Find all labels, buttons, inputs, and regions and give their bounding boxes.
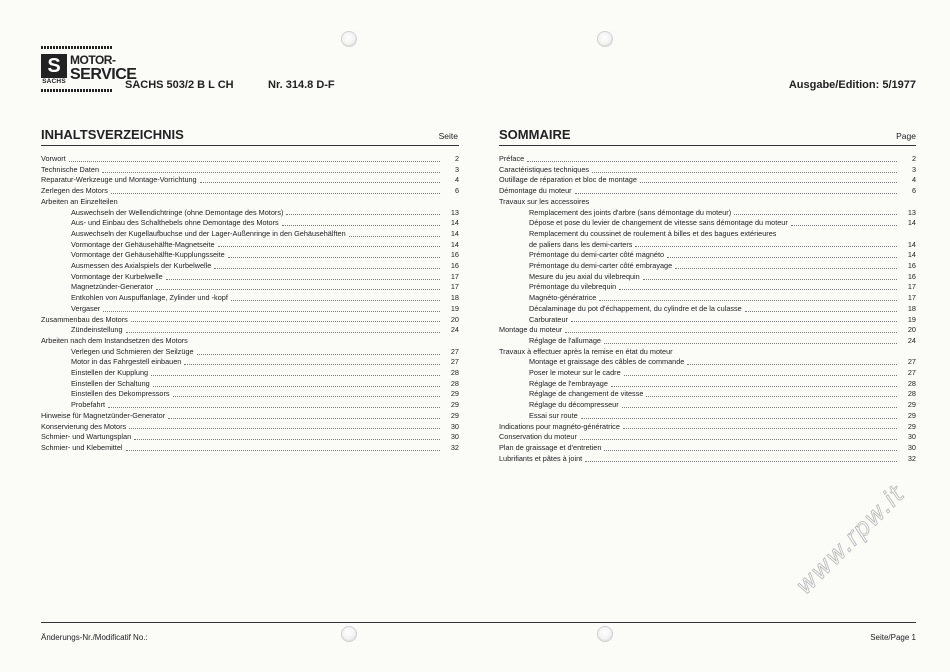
toc-entry (499, 282, 916, 293)
toc-entry-title: Réglage de l'allumage (529, 335, 601, 345)
toc-entry (499, 325, 916, 336)
toc-entry (41, 229, 459, 240)
toc-entry (41, 218, 459, 229)
page-column-label-fr: Page (896, 131, 916, 141)
toc-entry (499, 208, 916, 219)
toc-entry-title: Arbeiten nach dem Instandsetzen des Motors (41, 335, 188, 345)
toc-entry (499, 165, 916, 176)
toc-entry-page: 14 (450, 239, 459, 249)
toc-entry-title: Vormontage der Gehäusehälfte-Kupplungsseite (71, 250, 225, 260)
toc-leader-dots (592, 172, 897, 173)
toc-entry-page: 28 (907, 389, 916, 399)
toc-entry (499, 454, 916, 465)
toc-leader-dots (168, 418, 440, 419)
toc-leader-dots (151, 375, 440, 376)
toc-leader-dots (667, 257, 897, 258)
logo-s-mark: S (41, 54, 67, 78)
toc-entry-page: 14 (907, 250, 916, 260)
toc-entry-page: 2 (911, 154, 916, 163)
toc-leader-dots (791, 225, 897, 226)
toc-entry-title: Motor in das Fahrgestell einbauen (71, 357, 182, 367)
toc-entry-page: 2 (454, 154, 459, 163)
toc-entry (41, 368, 459, 379)
toc-entry-page: 17 (907, 293, 916, 303)
toc-entry-page: 16 (450, 250, 459, 260)
toc-entry-page: 17 (450, 282, 459, 292)
toc-entry (499, 389, 916, 400)
toc-entry-page: 14 (907, 239, 916, 249)
toc-entry-page: 6 (911, 186, 916, 196)
toc-entry (499, 175, 916, 186)
toc-entry-page: 18 (907, 303, 916, 313)
toc-entry-page: 19 (450, 303, 459, 313)
footer-divider (41, 622, 916, 623)
toc-leader-dots (134, 439, 440, 440)
toc-entry (499, 443, 916, 454)
toc-leader-dots (282, 225, 440, 226)
toc-entry-page: 16 (907, 271, 916, 281)
toc-leader-dots (623, 428, 897, 429)
toc-entry-page: 16 (450, 261, 459, 271)
toc-entry (499, 272, 916, 283)
toc-leader-dots (527, 161, 897, 162)
toc-entry-page: 19 (907, 314, 916, 324)
toc-entry-title: Vorwort (41, 154, 66, 163)
toc-leader-dots (166, 279, 440, 280)
toc-leader-dots (581, 418, 897, 419)
toc-entry (41, 208, 459, 219)
toc-leader-dots (126, 332, 440, 333)
toc-leader-dots (622, 407, 897, 408)
toc-entry (41, 261, 459, 272)
toc-entry (499, 304, 916, 315)
toc-entry-title: Prémontage du vilebrequin (529, 282, 617, 292)
toc-leader-dots (108, 407, 440, 408)
punch-hole-top-right (597, 31, 613, 47)
toc-entry-title: Auswechseln der Kugellaufbuchse und der Lager-Außenringe in den Gehäusehälften (71, 228, 346, 238)
toc-entry (499, 261, 916, 272)
toc-entry-title: Mesure du jeu axial du vilebrequin (529, 271, 640, 281)
toc-entry-page: 4 (911, 175, 916, 185)
page-column-label-de: Seite (438, 131, 458, 141)
toc-entry-page: 13 (450, 207, 459, 217)
toc-entry (41, 315, 459, 326)
toc-entry-title: Carburateur (529, 314, 568, 324)
toc-entry-title: Einstellen der Kupplung (71, 368, 149, 378)
toc-entry (499, 218, 916, 229)
toc-entry-title: Probefahrt (71, 400, 106, 410)
toc-entry-page: 30 (907, 432, 916, 442)
toc-entry-title: Prémontage du demi-carter côté embrayage (529, 261, 673, 271)
toc-entry-page: 29 (450, 389, 459, 399)
toc-entry-page: 30 (907, 442, 916, 452)
toc-entry (499, 250, 916, 261)
toc-entry-page: 29 (907, 421, 916, 431)
toc-entry-title: Einstellen des Dekompressors (71, 389, 170, 399)
toc-entry-page: 24 (907, 335, 916, 345)
toc-entry (41, 347, 459, 358)
toc-entry (41, 357, 459, 368)
change-number-label: Änderungs-Nr./Modificatif No.: (41, 633, 148, 642)
toc-entry-title: Remplacement du coussinet de roulement à billes et des bagues extérieures (529, 228, 777, 238)
toc-entry (41, 250, 459, 261)
toc-leader-dots (129, 428, 440, 429)
toc-entry (41, 165, 459, 176)
toc-entry-title: Décalaminage du pot d'échappement, du cylindre et de la culasse (529, 303, 742, 313)
toc-entry-title: Indications pour magnéto-génératrice (499, 421, 620, 431)
toc-entry (499, 240, 916, 251)
toc-entry-title: Schmier- und Wartungsplan (41, 432, 132, 442)
toc-entry (41, 411, 459, 422)
toc-leader-dots (231, 300, 440, 301)
toc-leader-dots (111, 193, 440, 194)
toc-entry (499, 347, 916, 358)
toc-leader-dots (571, 321, 897, 322)
toc-entry (499, 186, 916, 197)
toc-leader-dots (103, 311, 440, 312)
toc-entry-page: 13 (907, 207, 916, 217)
toc-leader-dots (624, 375, 897, 376)
toc-leader-dots (126, 450, 440, 451)
toc-entry-page: 17 (907, 282, 916, 292)
toc-leader-dots (102, 172, 440, 173)
toc-entry-title: Zusammenbau des Motors (41, 314, 128, 324)
logo-bottom-bar (41, 89, 113, 92)
toc-entry-title: Travaux sur les accessoires (499, 196, 590, 206)
toc-entry (41, 282, 459, 293)
toc-entry-page: 20 (450, 314, 459, 324)
toc-entry-page: 29 (450, 410, 459, 420)
toc-entry-page: 28 (907, 378, 916, 388)
document-number: Nr. 314.8 D-F (268, 79, 335, 91)
toc-entry-title: Magnéto-génératrice (529, 293, 597, 303)
toc-entry-title: Préface (499, 154, 525, 163)
toc-entry-title: Arbeiten an Einzelteilen (41, 196, 118, 206)
toc-entry-page: 14 (450, 228, 459, 238)
toc-leader-dots (687, 364, 897, 365)
toc-entry-title: Schmier- und Klebemittel (41, 442, 123, 452)
toc-leader-dots (173, 396, 440, 397)
toc-leader-dots (599, 300, 897, 301)
toc-entry-title: Caractéristiques techniques (499, 164, 590, 174)
toc-entry (41, 336, 459, 347)
toc-leader-dots (349, 236, 440, 237)
toc-entry-page: 27 (907, 368, 916, 378)
toc-entry (41, 422, 459, 433)
sachs-motor-service-logo (41, 46, 137, 92)
toc-entry-title: Technische Daten (41, 164, 100, 174)
toc-entry-page: 24 (450, 325, 459, 335)
toc-leader-dots (619, 289, 897, 290)
toc-entry-title: Vormontage der Kurbelwelle (71, 271, 163, 281)
toc-entry-page: 27 (450, 357, 459, 367)
punch-hole-bottom-right (597, 626, 613, 642)
toc-entry-page: 4 (454, 175, 459, 185)
toc-entry-title: Entkohlen von Auspuffanlage, Zylinder und -kopf (71, 293, 228, 303)
toc-entry-title: Réglage de l'embrayage (529, 378, 608, 388)
toc-entry-page: 27 (450, 346, 459, 356)
toc-entry (499, 357, 916, 368)
toc-leader-dots (200, 182, 440, 183)
toc-leader-dots (218, 246, 440, 247)
toc-entry-title: Outillage de réparation et bloc de montage (499, 175, 637, 185)
toc-leader-dots (643, 279, 897, 280)
toc-entry-title: Einstellen der Schaltung (71, 378, 150, 388)
toc-entry (41, 379, 459, 390)
toc-entry-title: Lubrifiants et pâtes à joint (499, 453, 583, 463)
toc-entry (41, 400, 459, 411)
toc-entry-page: 29 (450, 400, 459, 410)
watermark: www.rpw.it (790, 479, 911, 600)
toc-entry-page: 30 (450, 432, 459, 442)
divider-de (41, 145, 459, 146)
divider-fr (499, 145, 916, 146)
toc-entry (41, 389, 459, 400)
toc-entry-title: Zerlegen des Motors (41, 186, 108, 196)
toc-entry (499, 315, 916, 326)
logo-sachs-text: SACHS (42, 78, 66, 85)
toc-entry-page: 32 (450, 442, 459, 452)
toc-entry (499, 422, 916, 433)
punch-hole-bottom-left (341, 626, 357, 642)
toc-entry-title: Vergaser (71, 303, 101, 313)
toc-leader-dots (575, 193, 897, 194)
toc-leader-dots (131, 321, 440, 322)
toc-title-de: INHALTSVERZEICHNIS (41, 127, 184, 142)
toc-entry-page: 17 (450, 271, 459, 281)
toc-entry-page: 27 (907, 357, 916, 367)
toc-entry-title: Prémontage du demi-carter côté magnéto (529, 250, 665, 260)
toc-entry-title: Remplacement des joints d'arbre (sans démontage du moteur) (529, 207, 732, 217)
toc-entry-page: 16 (907, 261, 916, 271)
toc-entry-title: Ausmessen des Axialspiels der Kurbelwelle (71, 261, 212, 271)
toc-entry-title: Poser le moteur sur le cadre (529, 368, 621, 378)
toc-entry-page: 28 (450, 368, 459, 378)
toc-leader-dots (197, 354, 440, 355)
toc-entry (499, 411, 916, 422)
toc-leader-dots (745, 311, 897, 312)
page-number: Seite/Page 1 (870, 633, 916, 642)
toc-entry-page: 14 (907, 218, 916, 228)
logo-top-bar (41, 46, 113, 49)
logo-motor-text: MOTOR- (70, 53, 116, 67)
toc-entry (499, 379, 916, 390)
toc-entry-page: 18 (450, 293, 459, 303)
toc-entry-title: Démontage du moteur (499, 186, 572, 196)
toc-entry-title: Travaux à effectuer après la remise en état du moteur (499, 346, 673, 356)
toc-entry-title: Magnetzünder-Generator (71, 282, 153, 292)
toc-entry-page: 6 (454, 186, 459, 196)
toc-leader-dots (214, 268, 440, 269)
toc-entry-title: Essai sur route (529, 410, 578, 420)
toc-entry-title: Aus- und Einbau des Schalthebels ohne Demontage des Motors (71, 218, 279, 228)
toc-entry (499, 432, 916, 443)
toc-entry-page: 3 (454, 164, 459, 174)
toc-entry-page: 32 (907, 453, 916, 463)
toc-entry-title: de paliers dans les demi-carters (529, 239, 633, 249)
toc-entry-title: Auswechseln der Wellendichtringe (ohne Demontage des Motors) (71, 207, 284, 217)
toc-entry-page: 14 (450, 218, 459, 228)
toc-entry-title: Konservierung des Motors (41, 421, 127, 431)
toc-leader-dots (646, 396, 897, 397)
toc-entry (41, 304, 459, 315)
toc-entry (499, 368, 916, 379)
logo-service-text: SERVICE (70, 66, 137, 83)
punch-hole-top-left (341, 31, 357, 47)
model-designation: SACHS 503/2 B L CH (125, 79, 234, 91)
toc-entry (41, 272, 459, 283)
toc-leader-dots (585, 461, 897, 462)
toc-entry-title: Réglage de changement de vitesse (529, 389, 644, 399)
toc-title-fr: SOMMAIRE (499, 127, 571, 142)
toc-leader-dots (153, 386, 440, 387)
toc-entry (41, 175, 459, 186)
toc-leader-dots (228, 257, 440, 258)
toc-list-fr (499, 154, 916, 464)
toc-leader-dots (286, 214, 440, 215)
toc-entry (41, 432, 459, 443)
toc-entry-title: Verlegen und Schmieren der Seilzüge (71, 346, 194, 356)
toc-entry-page: 29 (907, 410, 916, 420)
toc-entry (41, 293, 459, 304)
toc-entry-page: 20 (907, 325, 916, 335)
toc-leader-dots (734, 214, 897, 215)
toc-entry (499, 229, 916, 240)
toc-entry-title: Reparatur-Werkzeuge und Montage-Vorrichtung (41, 175, 197, 185)
toc-entry-title: Zündeinstellung (71, 325, 123, 335)
toc-leader-dots (184, 364, 440, 365)
toc-entry (499, 336, 916, 347)
toc-entry (499, 400, 916, 411)
toc-entry-title: Hinweise für Magnetzünder-Generator (41, 410, 166, 420)
toc-entry (41, 443, 459, 454)
toc-leader-dots (156, 289, 440, 290)
toc-leader-dots (565, 332, 897, 333)
toc-entry-title: Dépose et pose du levier de changement de vitesse sans démontage du moteur (529, 218, 788, 228)
toc-entry-title: Réglage du décompresseur (529, 400, 619, 410)
toc-leader-dots (604, 450, 897, 451)
toc-entry-title: Plan de graissage et d'entretien (499, 442, 602, 452)
toc-entry-page: 28 (450, 378, 459, 388)
toc-entry (41, 154, 459, 165)
toc-entry-title: Conservation du moteur (499, 432, 577, 442)
toc-leader-dots (640, 182, 897, 183)
toc-entry (41, 186, 459, 197)
toc-entry-page: 30 (450, 421, 459, 431)
toc-entry (41, 240, 459, 251)
toc-entry (41, 197, 459, 208)
toc-list-de (41, 154, 459, 454)
toc-leader-dots (635, 246, 897, 247)
toc-entry (499, 293, 916, 304)
toc-entry-title: Montage du moteur (499, 325, 563, 335)
toc-leader-dots (611, 386, 897, 387)
toc-leader-dots (604, 343, 897, 344)
toc-entry-title: Montage et graissage des câbles de commande (529, 357, 685, 367)
toc-entry (41, 325, 459, 336)
toc-entry-page: 3 (911, 164, 916, 174)
toc-entry (499, 197, 916, 208)
toc-leader-dots (69, 161, 440, 162)
toc-leader-dots (675, 268, 897, 269)
edition-label: Ausgabe/Edition: 5/1977 (788, 79, 916, 91)
toc-entry-page: 29 (907, 400, 916, 410)
toc-leader-dots (580, 439, 897, 440)
toc-entry (499, 154, 916, 165)
toc-entry-title: Vormontage der Gehäusehälfte-Magnetseite (71, 239, 215, 249)
